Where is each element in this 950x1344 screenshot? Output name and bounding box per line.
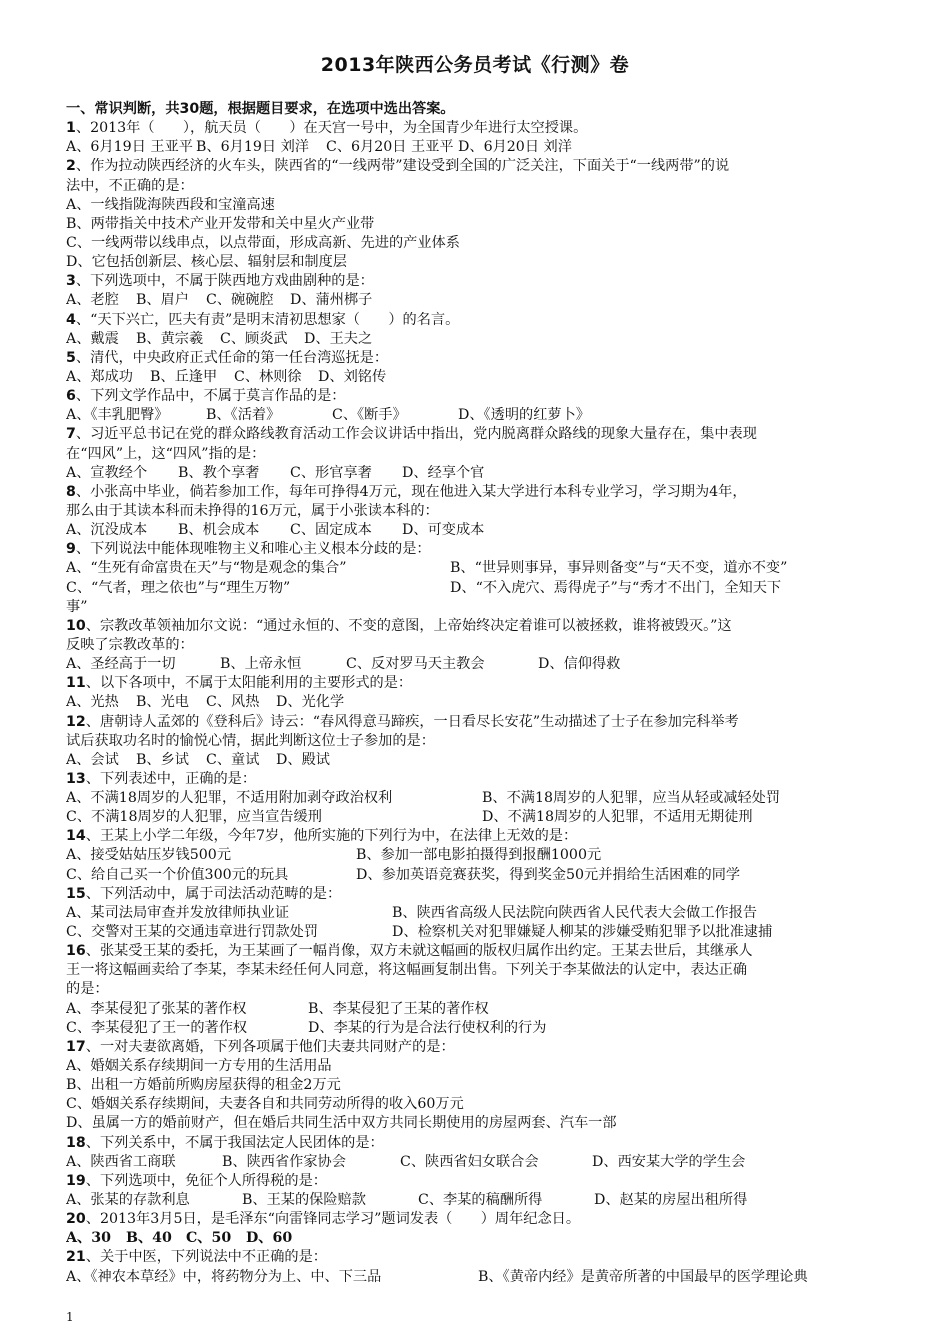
answer-option: D、西安某大学的学生会 xyxy=(592,1153,746,1170)
answer-option: C、形官享奢 xyxy=(290,464,372,481)
question-stem xyxy=(66,1248,888,1267)
answer-option: C、50 xyxy=(186,1230,232,1247)
question-text: 、唐朝诗人孟郊的《登科后》诗云：“春风得意马蹄疾，一日看尽长安花”生动描述了士子在参加完科举考 xyxy=(85,713,739,730)
answer-option: D、可变成本 xyxy=(402,522,485,539)
answer-option: B、《活着》 xyxy=(206,407,281,424)
answer-option: C、6月20日 王亚平 xyxy=(326,139,454,156)
answer-options xyxy=(66,368,888,387)
text-line: 法中，不正确的是： xyxy=(66,177,194,194)
question-number: 15 xyxy=(66,885,86,902)
question-text: 、习近平总书记在党的群众路线教育活动工作会议讲话中指出，党内脱离群众路线的现象大量存在，集中表现 xyxy=(75,426,757,443)
answer-option: D、刘铭传 xyxy=(318,368,387,385)
answer-option: C、碗碗腔 xyxy=(206,292,274,309)
answer-option: C、顾炎武 xyxy=(220,330,288,347)
text-line: D、虽属一方的婚前财产，但在婚后共同生活中双方共同长期使用的房屋两套、汽车一部 xyxy=(66,1115,617,1132)
answer-option: B、参加一部电影拍摄得到报酬1000元 xyxy=(356,847,602,864)
answer-option: A、郑成功 xyxy=(66,368,133,385)
answer-option: C、《断手》 xyxy=(332,407,407,424)
question-stem xyxy=(66,713,888,732)
question-number: 6 xyxy=(66,388,76,405)
answer-options xyxy=(66,291,888,310)
answer-option: D、李某的行为是合法行使权利的行为 xyxy=(308,1019,547,1036)
text-line: 的是： xyxy=(66,981,109,998)
page-number: 1 xyxy=(66,1310,74,1324)
text-line: 事” xyxy=(66,598,88,615)
answer-options xyxy=(66,406,888,425)
question-stem xyxy=(66,1172,888,1191)
answer-option: C、交警对王某的交通违章进行罚款处罚 xyxy=(66,924,319,941)
question-text: 、下列文学作品中，不属于莫言作品的是： xyxy=(75,388,346,405)
question-number: 21 xyxy=(66,1249,86,1266)
answer-option: A、陕西省工商联 xyxy=(66,1153,176,1170)
question-text: 、关于中医，下列说法中不正确的是： xyxy=(85,1249,327,1266)
question-number: 16 xyxy=(66,943,86,960)
answer-option: A、会试 xyxy=(66,751,119,768)
answer-options xyxy=(66,1229,888,1248)
answer-options xyxy=(66,330,888,349)
question-number: 8 xyxy=(66,483,76,500)
answer-options xyxy=(66,655,888,674)
question-text: 、以下各项中，不属于太阳能利用的主要形式的是： xyxy=(85,675,413,692)
question-text: 、下列选项中，不属于陕西地方戏曲剧种的是： xyxy=(75,273,374,290)
answer-option: C、固定成本 xyxy=(290,522,372,539)
text-line: A、一线指陇海陕西段和宝潼高速 xyxy=(66,196,275,213)
answer-option: A、接受姑姑压岁钱500元 xyxy=(66,847,232,864)
answer-options xyxy=(66,1000,888,1019)
question-stem xyxy=(66,1210,888,1229)
question-text: 、“天下兴亡，匹夫有责”是明末清初思想家（ ）的名言。 xyxy=(75,311,460,328)
question-stem xyxy=(66,119,888,138)
answer-option: B、陕西省高级人民法院向陕西省人民代表大会做工作报告 xyxy=(392,904,758,921)
answer-option: D、参加英语竞赛获奖，得到奖金50元并捐给生活困难的同学 xyxy=(356,866,741,883)
question-stem xyxy=(66,885,888,904)
answer-options xyxy=(66,559,888,578)
question-stem xyxy=(66,157,888,176)
question-text: 、王某上小学二年级，今年7岁，他所实施的下列行为中，在法律上无效的是： xyxy=(85,828,578,845)
text-line: 试后获取功名时的愉悦心情，据此判断这位士子参加的是： xyxy=(66,732,435,749)
answer-options xyxy=(66,866,888,885)
question-stem xyxy=(66,942,888,961)
answer-options xyxy=(66,693,888,712)
section-heading: 一、常识判断，共30题，根据题目要求，在选项中选出答案。 xyxy=(66,101,455,117)
answer-option: B、机会成本 xyxy=(178,522,260,539)
text-line: 反映了宗教改革的： xyxy=(66,636,194,653)
text-line: A、婚姻关系存续期间一方专用的生活用品 xyxy=(66,1058,332,1075)
text-line: 王一将这幅画卖给了李某，李某未经任何人同意，将这幅画复制出售。下列关于李某做法的认定中，表达正确 xyxy=(66,962,748,979)
answer-option: C、林则徐 xyxy=(234,368,302,385)
answer-options xyxy=(66,808,888,827)
document-title: 2013年陕西公务员考试《行测》卷 xyxy=(320,54,630,76)
answer-option: C、“气者，理之依也”与“理生万物” xyxy=(66,579,291,596)
question-number: 11 xyxy=(66,675,86,692)
answer-option: A、《丰乳肥臀》 xyxy=(66,407,169,424)
answer-option: A、《神农本草经》中，将药物分为上、中、下三品 xyxy=(66,1268,382,1285)
text-line: B、两带指关中技术产业开发带和关中星火产业带 xyxy=(66,215,375,232)
answer-options xyxy=(66,579,888,598)
answer-option: D、信仰得救 xyxy=(538,656,621,673)
answer-option: C、不满18周岁的人犯罪，应当宣告缓刑 xyxy=(66,809,322,826)
answer-option: B、40 xyxy=(126,1230,172,1247)
answer-option: B、不满18周岁的人犯罪，应当从轻或减轻处罚 xyxy=(482,790,781,807)
answer-option: A、沉没成本 xyxy=(66,522,148,539)
question-number: 5 xyxy=(66,349,76,366)
answer-option: D、殿试 xyxy=(276,751,330,768)
answer-options xyxy=(66,1191,888,1210)
answer-option: C、李某侵犯了王一的著作权 xyxy=(66,1019,248,1036)
question-number: 4 xyxy=(66,311,76,328)
question-stem xyxy=(66,349,888,368)
answer-option: C、李某的稿酬所得 xyxy=(418,1192,543,1209)
answer-options xyxy=(66,846,888,865)
answer-option: D、6月20日 刘洋 xyxy=(458,139,572,156)
question-text: 、一对夫妻欲离婚，下列各项属于他们夫妻共同财产的是： xyxy=(85,1038,455,1055)
question-text: 、下列关系中，不属于我国法定人民团体的是： xyxy=(85,1134,384,1151)
answer-option: A、“生死有命富贵在天”与“物是观念的集合” xyxy=(66,560,347,577)
answer-options xyxy=(66,789,888,808)
question-text: 、小张高中毕业，倘若参加工作，每年可挣得4万元，现在他进入某大学进行本科专业学习，学习期为4年， xyxy=(75,483,747,500)
question-stem xyxy=(66,617,888,636)
answer-option: A、宣教经个 xyxy=(66,464,148,481)
answer-options xyxy=(66,464,888,483)
answer-option: A、戴震 xyxy=(66,330,119,347)
text-line: C、婚姻关系存续期间，夫妻各自和共同劳动所得的收入60万元 xyxy=(66,1096,464,1113)
answer-options xyxy=(66,923,888,942)
answer-option: A、张某的存款利息 xyxy=(66,1192,190,1209)
question-number: 17 xyxy=(66,1038,86,1055)
question-number: 18 xyxy=(66,1134,86,1151)
question-text: 、2013年3月5日，是毛泽东“向雷锋同志学习”题词发表（ ）周年纪念日。 xyxy=(85,1211,581,1228)
answer-option: D、“不入虎穴、焉得虎子”与“秀才不出门，全知天下 xyxy=(450,579,782,596)
question-number: 10 xyxy=(66,617,86,634)
answer-option: A、李某侵犯了张某的著作权 xyxy=(66,1000,247,1017)
answer-options xyxy=(66,1268,888,1287)
question-text: 、张某受王某的委托，为王某画了一幅肖像，双方未就这幅画的版权归属作出约定。王某去世后，其继承人 xyxy=(85,943,753,960)
question-number: 19 xyxy=(66,1172,86,1189)
question-text: 、下列说法中能体现唯物主义和唯心主义根本分歧的是： xyxy=(75,541,431,558)
question-stem xyxy=(66,425,888,444)
answer-option: B、6月19日 刘洋 xyxy=(196,139,309,156)
question-stem xyxy=(66,540,888,559)
answer-option: A、光热 xyxy=(66,694,119,711)
answer-options xyxy=(66,904,888,923)
question-number: 3 xyxy=(66,273,76,290)
question-text: 、清代，中央政府正式任命的第一任台湾巡抚是： xyxy=(75,349,389,366)
answer-option: A、某司法局审查并发放律师执业证 xyxy=(66,904,290,921)
text-line: B、出租一方婚前所购房屋获得的租金2万元 xyxy=(66,1077,341,1094)
answer-option: D、王夫之 xyxy=(304,330,373,347)
answer-option: D、不满18周岁的人犯罪，不适用无期徒刑 xyxy=(482,809,753,826)
question-text: 、下列选项中，免征个人所得税的是： xyxy=(85,1172,327,1189)
answer-option: D、经享个官 xyxy=(402,464,485,481)
question-number: 7 xyxy=(66,426,76,443)
answer-option: A、30 xyxy=(66,1230,111,1247)
question-number: 12 xyxy=(66,713,86,730)
answer-option: B、上帝永恒 xyxy=(220,656,302,673)
answer-options xyxy=(66,521,888,540)
answer-option: C、童试 xyxy=(206,751,260,768)
question-number: 14 xyxy=(66,828,86,845)
answer-option: D、检察机关对犯罪嫌疑人柳某的涉嫌受贿犯罪予以批准逮捕 xyxy=(392,924,773,941)
question-stem xyxy=(66,483,888,502)
answer-option: B、光电 xyxy=(136,694,189,711)
answer-option: B、眉户 xyxy=(136,292,189,309)
question-text: 、下列表述中，正确的是： xyxy=(85,770,257,787)
question-stem xyxy=(66,1134,888,1153)
question-number: 20 xyxy=(66,1211,86,1228)
answer-option: B、教个享奢 xyxy=(178,464,260,481)
text-line: 那么由于其读本科而未挣得的16万元，属于小张读本科的： xyxy=(66,502,439,519)
answer-option: A、老腔 xyxy=(66,292,119,309)
question-text: 、2013年（ ），航天员（ ）在天宫一号中，为全国青少年进行太空授课。 xyxy=(75,120,588,137)
question-text: 、下列活动中，属于司法活动范畴的是： xyxy=(85,885,342,902)
question-number: 13 xyxy=(66,770,86,787)
answer-option: B、王某的保险赔款 xyxy=(242,1192,366,1209)
answer-option: B、乡试 xyxy=(136,751,189,768)
answer-option: C、陕西省妇女联合会 xyxy=(400,1153,539,1170)
question-stem xyxy=(66,827,888,846)
question-stem xyxy=(66,674,888,693)
text-line: C、一线两带以线串点，以点带面，形成高新、先进的产业体系 xyxy=(66,234,460,251)
answer-option: B、“世异则事异，事异则备变”与“天不变，道亦不变” xyxy=(450,560,788,577)
answer-option: B、《黄帝内经》是黄帝所著的中国最早的医学理论典 xyxy=(478,1268,808,1285)
text-line: 在“四风”上，这“四风”指的是： xyxy=(66,445,266,462)
answer-options xyxy=(66,138,888,157)
answer-option: D、蒲州梆子 xyxy=(290,292,373,309)
question-stem xyxy=(66,387,888,406)
answer-option: A、不满18周岁的人犯罪，不适用附加剥夺政治权利 xyxy=(66,790,393,807)
answer-option: C、风热 xyxy=(206,694,260,711)
question-stem xyxy=(66,272,888,291)
answer-option: B、陕西省作家协会 xyxy=(222,1153,346,1170)
answer-option: A、圣经高于一切 xyxy=(66,656,176,673)
question-stem xyxy=(66,770,888,789)
text-line: D、它包括创新层、核心层、辐射层和制度层 xyxy=(66,254,347,271)
answer-option: C、给自己买一个价值300元的玩具 xyxy=(66,866,289,883)
answer-option: D、光化学 xyxy=(276,694,345,711)
answer-option: C、反对罗马天主教会 xyxy=(346,656,485,673)
question-number: 2 xyxy=(66,158,76,175)
answer-option: B、丘逢甲 xyxy=(150,368,218,385)
question-number: 9 xyxy=(66,541,76,558)
question-number: 1 xyxy=(66,120,76,137)
document-body xyxy=(66,100,888,1287)
question-text: 、作为拉动陕西经济的火车头，陕西省的“一线两带”建设受到全国的广泛关注，下面关于“一线两带”的说 xyxy=(75,158,730,175)
answer-option: B、李某侵犯了王某的著作权 xyxy=(308,1000,489,1017)
question-stem xyxy=(66,1038,888,1057)
answer-options xyxy=(66,1153,888,1172)
answer-option: B、黄宗羲 xyxy=(136,330,204,347)
answer-option: D、赵某的房屋出租所得 xyxy=(594,1192,748,1209)
answer-options xyxy=(66,751,888,770)
question-stem xyxy=(66,311,888,330)
answer-option: D、《透明的红萝卜》 xyxy=(458,407,590,424)
answer-option: D、60 xyxy=(246,1230,293,1247)
question-text: 、宗教改革领袖加尔文说：“通过永恒的、不变的意图，上帝始终决定着谁可以被拯救，谁将被毁灭。”这 xyxy=(85,617,732,634)
answer-options xyxy=(66,1019,888,1038)
answer-option: A、6月19日 王亚平 xyxy=(66,139,193,156)
